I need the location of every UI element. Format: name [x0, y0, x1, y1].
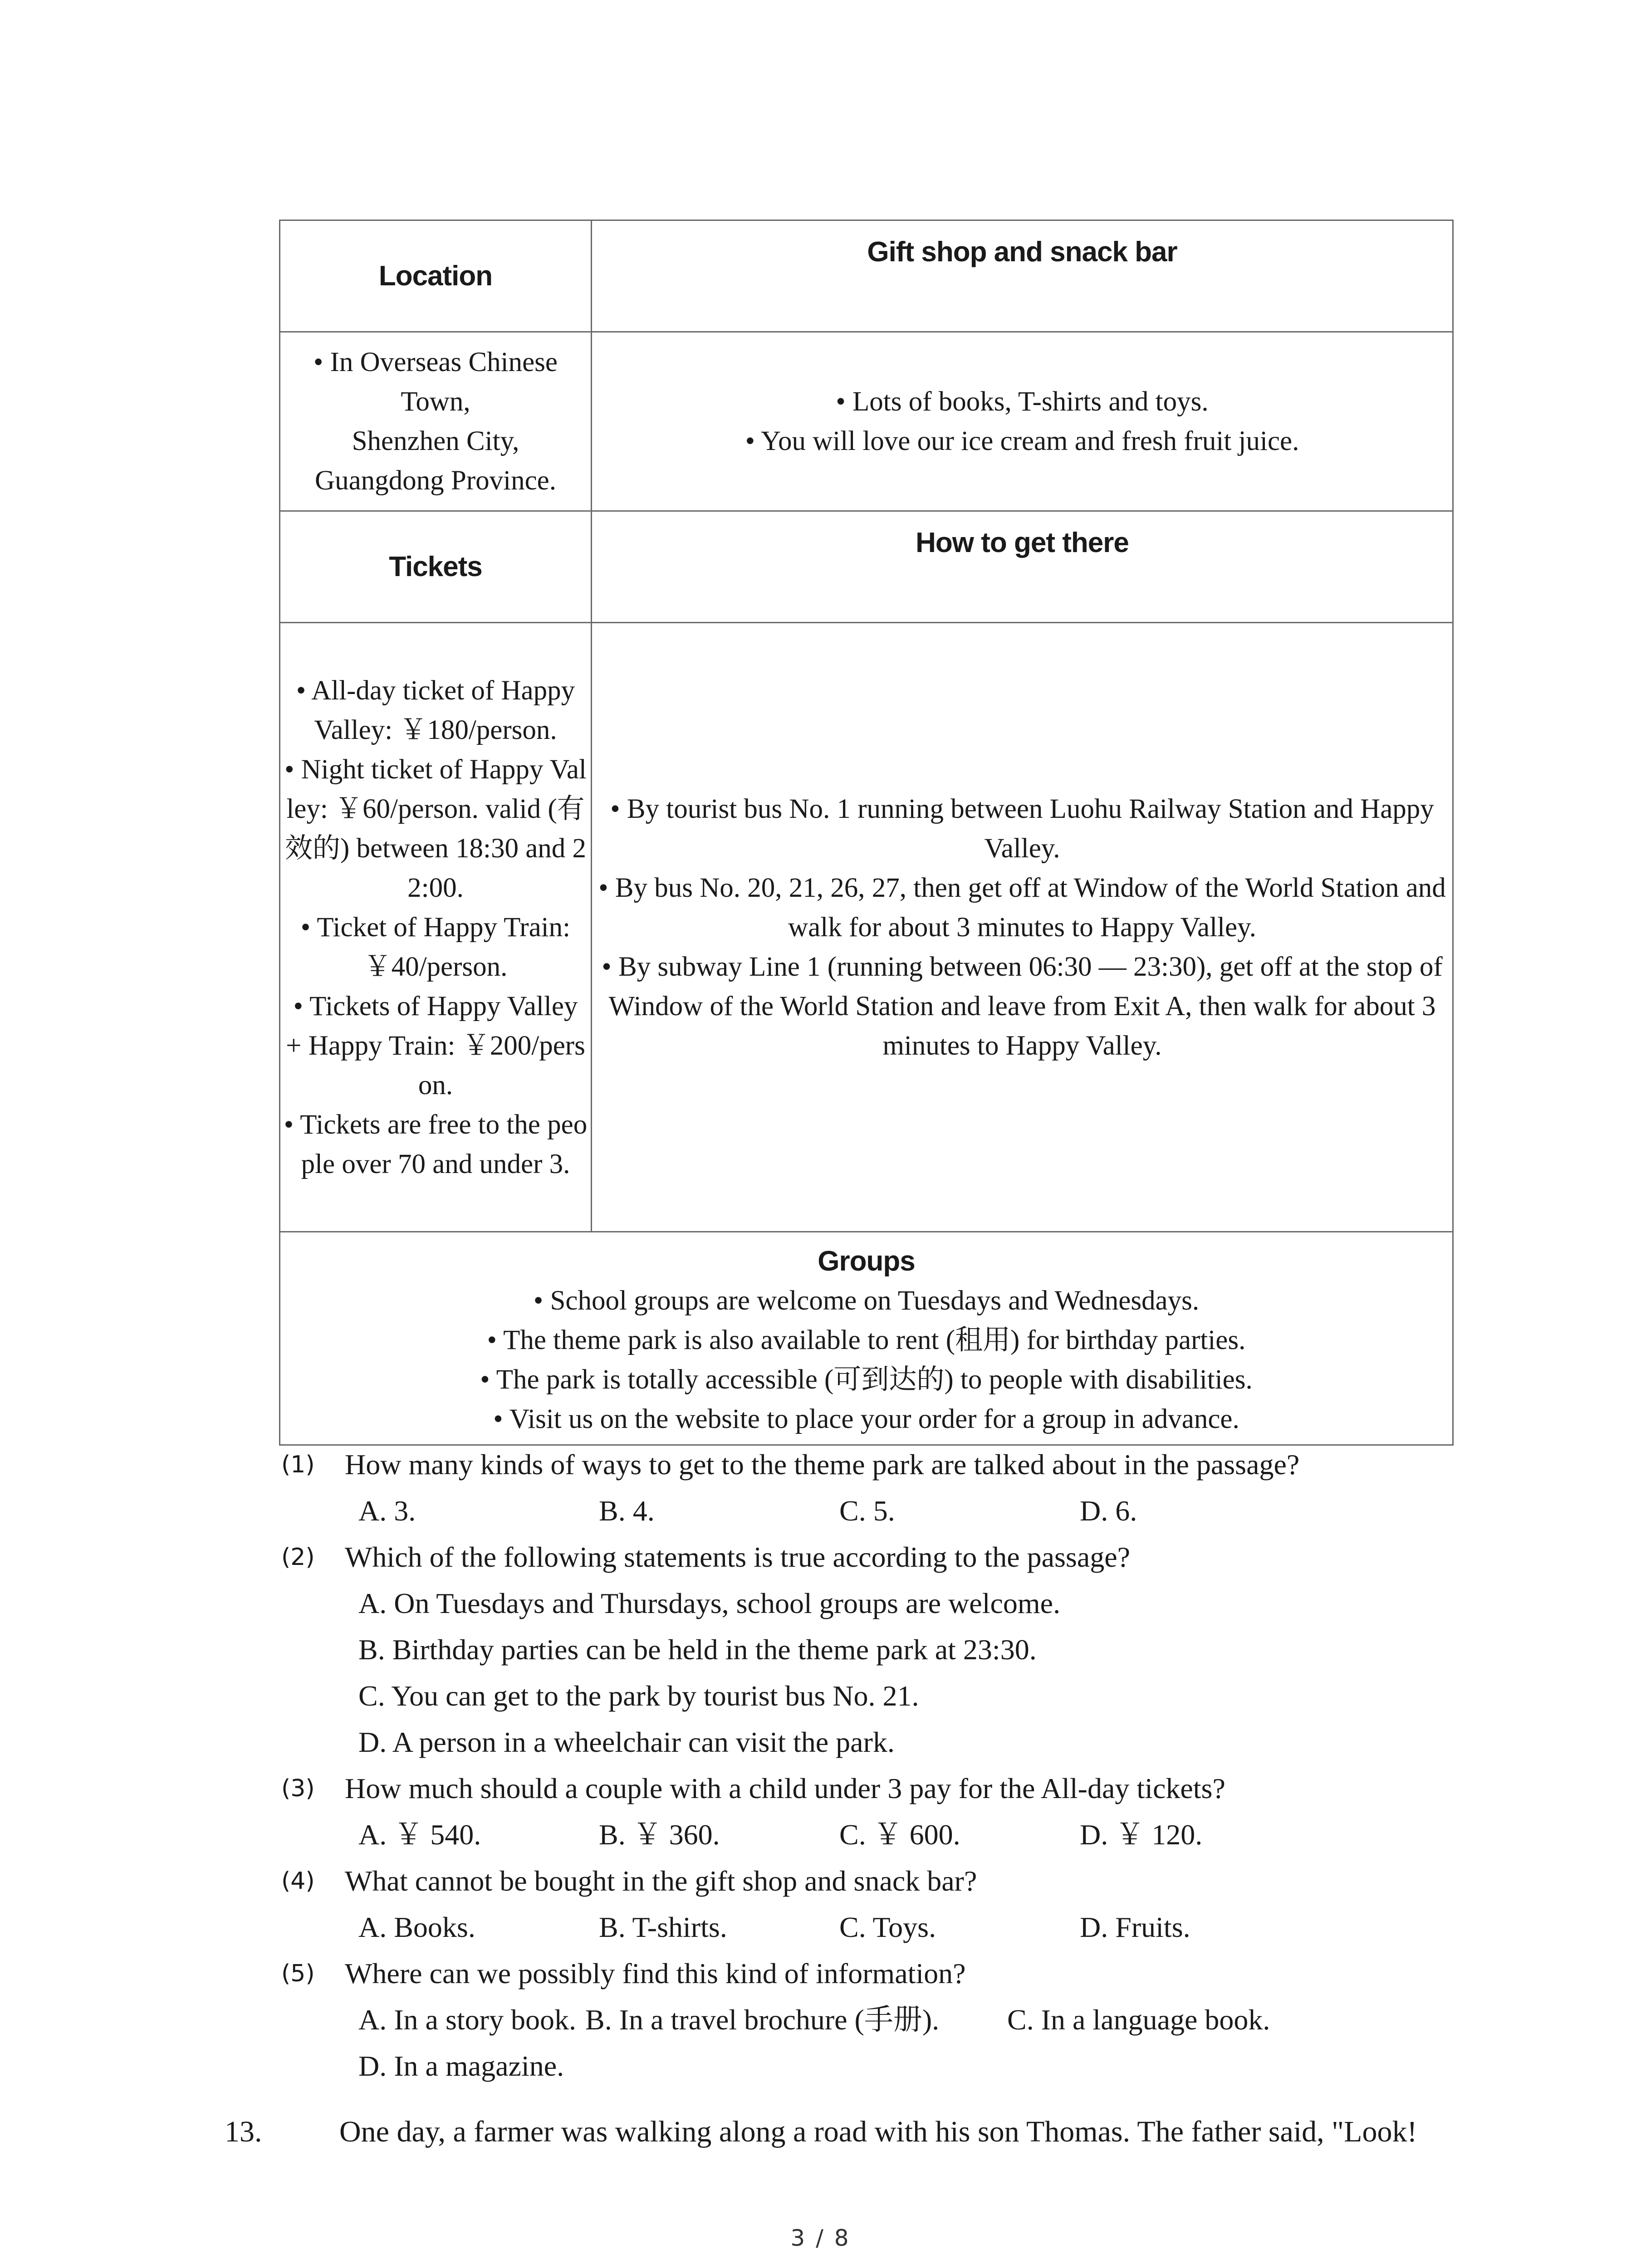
question-number: (1) — [281, 1451, 315, 1478]
groups-header: Groups — [818, 1246, 915, 1277]
options-row — [281, 1997, 1461, 2043]
option-c[interactable]: C. 5. — [839, 1495, 895, 1527]
shop-cell: • Lots of books, T-shirts and toys. • You will love our ice cream and fresh fruit juice. — [592, 332, 1453, 511]
option-a[interactable]: A. 3. — [358, 1495, 416, 1527]
question-stem: Which of the following statements is true according to the passage? — [345, 1541, 1131, 1573]
question-stem: How much should a couple with a child under 3 pay for the All-day tickets? — [345, 1772, 1225, 1804]
how-cell: • By tourist bus No. 1 running between Luohu Railway Station and Happy Valley. • By bus No. 20, 21, 26, 27, then get off at Window of the World Station and walk for about 3 minutes to Happy Valley. • By subway Line 1 (running between 06:30 — 23:30), get off at the stop of Window of the World Station and leave from Exit A, then walk for about 3 minutes to Happy Valley. — [592, 623, 1453, 1232]
option-d[interactable]: D. A person in a wheelchair can visit the park. — [358, 1726, 895, 1758]
option-c[interactable]: C. In a language book. — [1007, 2004, 1270, 2036]
option-a[interactable]: A. In a story book. — [358, 2004, 576, 2036]
option-b[interactable]: B. T-shirts. — [599, 1911, 727, 1943]
passage-text: One day, a farmer was walking along a road with his son Thomas. The father said, "Look! — [339, 2115, 1417, 2148]
tickets-cell: • All-day ticket of Happy Valley: ￥180/person. • Night ticket of Happy Valley: ￥60/person. valid (有效的) between 18:30 and 22:00. • Ticket of Happy Train: ￥40/person. • Tickets of Happy Valley + Happy Train: ￥200/person. • Tickets are free to the people over 70 and under 3. — [280, 623, 592, 1232]
groups-line: • The park is totally accessible (可到达的) to people with disabilities. — [480, 1364, 1253, 1395]
shop-header: Gift shop and snack bar — [592, 220, 1453, 332]
options-row — [281, 1488, 1461, 1534]
location-cell: • In Overseas Chinese Town, Shenzhen City, Guangdong Province. — [280, 332, 592, 511]
option-b[interactable]: B. Birthday parties can be held in the theme park at 23:30. — [358, 1633, 1037, 1666]
option-a[interactable]: A. Books. — [358, 1911, 475, 1943]
option-c[interactable]: C. ￥ 600. — [839, 1818, 960, 1851]
location-header: Location — [280, 220, 592, 332]
page-number: 3 / 8 — [790, 2225, 851, 2251]
groups-line: • School groups are welcome on Tuesdays and Wednesdays. — [533, 1286, 1200, 1316]
option-d[interactable]: D. ￥ 120. — [1080, 1818, 1203, 1851]
groups-line: • The theme park is also available to rent (租用) for birthday parties. — [487, 1325, 1246, 1355]
question-2 — [281, 1534, 1461, 1580]
question-number: (3) — [281, 1775, 315, 1802]
option-d[interactable]: D. Fruits. — [1080, 1911, 1190, 1943]
how-header: How to get there — [592, 511, 1453, 623]
question-number: (4) — [281, 1867, 315, 1895]
option-c[interactable]: C. Toys. — [839, 1911, 936, 1943]
passage-number: 13. — [225, 2115, 262, 2148]
options-row — [281, 1904, 1461, 1950]
options-row — [281, 1812, 1461, 1858]
option-b[interactable]: B. ￥ 360. — [599, 1818, 720, 1851]
option-b[interactable]: B. 4. — [599, 1495, 655, 1527]
option-c[interactable]: C. You can get to the park by tourist bus No. 21. — [358, 1680, 919, 1712]
question-1 — [281, 1442, 1461, 1488]
question-4 — [281, 1858, 1461, 1904]
groups-cell — [280, 1232, 1453, 1445]
option-a[interactable]: A. ￥ 540. — [358, 1818, 481, 1851]
groups-line: • Visit us on the website to place your order for a group in advance. — [493, 1404, 1239, 1434]
option-a[interactable]: A. On Tuesdays and Thursdays, school groups are welcome. — [358, 1587, 1061, 1619]
option-d[interactable]: D. In a magazine. — [358, 2050, 564, 2082]
question-stem: What cannot be bought in the gift shop and snack bar? — [345, 1865, 977, 1897]
option-d[interactable]: D. 6. — [1080, 1495, 1137, 1527]
question-stem: Where can we possibly find this kind of information? — [345, 1957, 966, 1989]
tickets-header: Tickets — [280, 511, 592, 623]
info-table — [279, 220, 1454, 1446]
question-number: (5) — [281, 1960, 315, 1987]
question-5 — [281, 1950, 1461, 1997]
question-number: (2) — [281, 1544, 315, 1571]
questions — [281, 1442, 1461, 2089]
question-3 — [281, 1765, 1461, 1812]
question-stem: How many kinds of ways to get to the theme park are talked about in the passage? — [345, 1448, 1300, 1481]
option-b[interactable]: B. In a travel brochure (手册). — [585, 2004, 940, 2036]
